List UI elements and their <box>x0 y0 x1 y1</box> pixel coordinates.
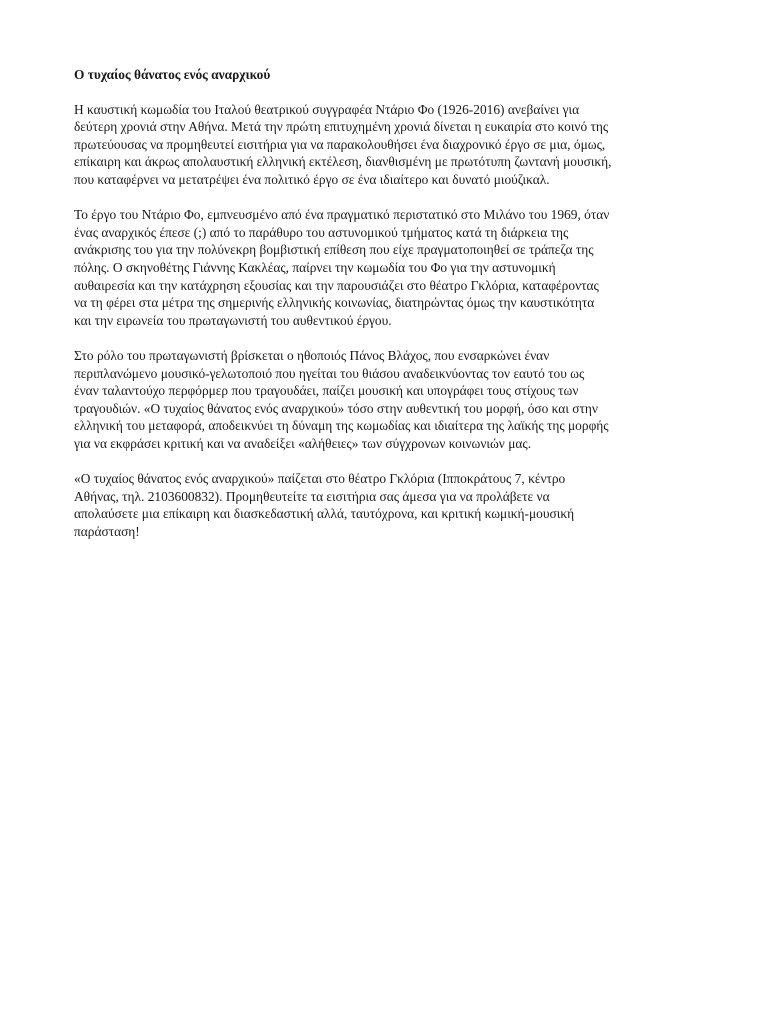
paragraph-1 <box>74 101 698 189</box>
text-line: ανάκρισης του για την πολύνεκρη βομβιστική επίθεση που είχε πραγματοποιηθεί σε τράπεζα της <box>74 242 594 258</box>
text-line: «Ο τυχαίος θάνατος ενός αναρχικού» παίζεται στο θέατρο Γκλόρια (Ιπποκράτους 7, κέντρο <box>74 471 566 487</box>
text-line: δεύτερη χρονιά στην Αθήνα. Μετά την πρώτη επιτυχημένη χρονιά δίνεται η ευκαιρία στο κοινό της <box>74 119 609 135</box>
text-line: παράσταση! <box>74 523 140 539</box>
text-line: τραγουδιών. «Ο τυχαίος θάνατος ενός αναρχικού» τόσο στην αυθεντική του μορφή, όσο και στην <box>74 400 598 416</box>
text-line: Το έργο του Ντάριο Φο, εμπνευσμένο από ένα πραγματικό περιστατικό στο Μιλάνο του 1969, όταν <box>74 207 610 223</box>
paragraph-3 <box>74 347 698 453</box>
text-line: και την ειρωνεία του πρωταγωνιστή του αυθεντικού έργου. <box>74 312 392 328</box>
text-line: επίκαιρη και άκρως απολαυστική ελληνική εκτέλεση, διανθισμένη με πρωτότυπη ζωντανή μουσική, <box>74 154 612 170</box>
document-body <box>74 66 698 558</box>
text-line: απολαύσετε μια επίκαιρη και διασκεδαστική αλλά, ταυτόχρονα, και κριτική κωμική-μουσική <box>74 506 575 522</box>
text-line: Η καυστική κωμωδία του Ιταλού θεατρικού συγγραφέα Ντάριο Φο (1926-2016) ανεβαίνει για <box>74 101 580 117</box>
text-line: ελληνική του μεταφορά, αποδεικνύει τη δύναμη της κωμωδίας και ιδιαίτερα της λαϊκής της μορφής <box>74 418 609 434</box>
text-line: έναν ταλαντούχο περφόρμερ που τραγουδάει, παίζει μουσική και υπογράφει τους στίχους των <box>74 383 579 399</box>
paragraph-4 <box>74 470 698 540</box>
text-line: να τη φέρει στα μέτρα της σημερινής ελληνικής κοινωνίας, διατηρώντας όμως την καυστικότητα <box>74 295 595 311</box>
text-line: αυθαιρεσία και την κατάχρηση εξουσίας και την παρουσιάζει στο θέατρο Γκλόρια, καταφέροντας <box>74 277 599 293</box>
text-line: Στο ρόλο του πρωταγωνιστή βρίσκεται ο ηθοποιός Πάνος Βλάχος, που ενσαρκώνει έναν <box>74 347 550 363</box>
paragraph-2 <box>74 206 698 329</box>
text-line: Αθήνας, τηλ. 2103600832). Προμηθευτείτε τα εισιτήρια σας άμεσα για να προλάβετε να <box>74 488 550 504</box>
text-line: για να εκφράσει κριτική και να αναδείξει «αλήθειες» των σύγχρονων κοινωνιών μας. <box>74 435 532 451</box>
text-line: πρωτεύουσας να προμηθευτεί εισιτήρια για να παρακολουθήσει ένα διαχρονικό έργο σε μια, όμως, <box>74 136 606 152</box>
text-line: που καταφέρνει να μετατρέψει ένα πολιτικό έργο σε ένα ιδιαίτερο και δυνατό μιούζικαλ. <box>74 171 550 187</box>
text-line: ένας αναρχικός έπεσε (;) από το παράθυρο του αστυνομικού τμήματος κατά τη διάρκεια της <box>74 224 569 240</box>
text-line: περιπλανώμενο μουσικό-γελωτοποιό που ηγείται του θιάσου αναδεικνύοντας τον εαυτό του ως <box>74 365 585 381</box>
text-line: πόλης. Ο σκηνοθέτης Γιάννης Κακλέας, παίρνει την κωμωδία του Φο για την αστυνομική <box>74 259 556 275</box>
document-title: Ο τυχαίος θάνατος ενός αναρχικού <box>74 67 271 82</box>
